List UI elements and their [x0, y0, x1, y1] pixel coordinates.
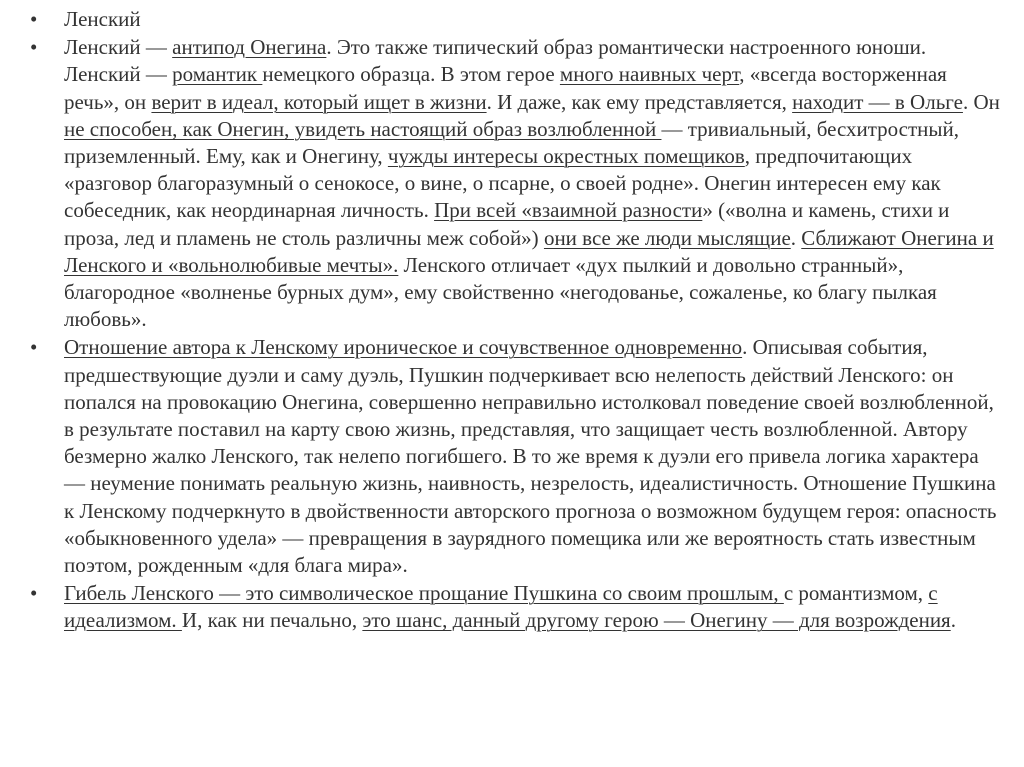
bullet-item — [30, 580, 1004, 634]
bullet-icon: • — [30, 7, 38, 31]
bullet-item — [30, 334, 1004, 579]
underlined-phrase: не способен, как Онегин, увидеть настоящий образ возлюбленной — [64, 116, 662, 141]
text-run: . Это также типический образ романтически настроенного юноши. Ленский — — [64, 35, 927, 87]
text-run: немецкого образца. В этом герое — [262, 62, 560, 87]
underlined-phrase: много наивных черт — [559, 62, 740, 87]
text-run: . — [950, 608, 956, 633]
text-run: И, как ни печально, — [181, 608, 363, 633]
underlined-phrase: Гибель Ленского — это символическое прощание Пушкина со своим прошлым, — [64, 581, 784, 606]
bullet-item — [30, 34, 1004, 333]
bullet-icon: • — [30, 35, 38, 60]
underlined-phrase: Сближают Онегина и Ленского и «вольнолюбивые мечты». — [64, 225, 994, 277]
text-run: . — [790, 225, 802, 250]
underlined-phrase: романтик — [172, 62, 263, 87]
underlined-phrase: верит в идеал, который ищет в жизни — [151, 89, 487, 114]
bullet-text — [64, 334, 1004, 579]
bullet-text — [64, 34, 1004, 333]
text-run: . И даже, как ему представляется, — [486, 89, 793, 114]
text-run: Ленский — [64, 7, 141, 31]
bullet-text — [64, 6, 1004, 33]
underlined-phrase: При всей «взаимной разности — [434, 198, 703, 223]
bullet-list — [30, 6, 1004, 635]
text-run: . Он — [962, 89, 1000, 114]
text-run: с романтизмом, — [783, 581, 929, 606]
text-run: » («волна и камень, стихи и проза, лед и пламень не столь различны меж собой») — [64, 198, 950, 250]
text-run: Ленский — — [64, 35, 173, 60]
underlined-phrase: чужды интересы окрестных помещиков — [387, 144, 745, 169]
bullet-icon: • — [30, 581, 38, 606]
underlined-phrase: Отношение автора к Ленскому ироническое и сочувственное одновременно — [64, 335, 743, 360]
underlined-phrase: они все же люди мыслящие — [543, 225, 791, 250]
slide-heading-item — [30, 6, 1004, 33]
text-run: Ленского отличает «дух пылкий и довольно странный», благородное «волненье бурных дум», ему свойственно «негодованье, сожаленье, ко благу пылкая любовь». — [64, 252, 937, 332]
text-run: . Описывая события, предшествующие дуэли и саму дуэль, Пушкин подчеркивает всю нелепость действий Ленского: он попался на провокацию Онегина, совершенно неправильно истолковал поведение своей возлюбленной, в результате поставил на карту свою жизнь, представляя, что защищает честь возлюбленной. Автору безмерно жалко Ленского, так нелепо погибшего. В то же время к дуэли его привела логика характера — неумение понимать реальную жизнь, наивность, незрелость, идеалистичность. Отношение Пушкина к Ленскому подчеркнуто в двойственности авторского прогноза о возможном будущем героя: опасность «обыкновенного удела» — превращения в заурядного помещика или же вероятность стать известным поэтом, рожденным «для блага мира». — [64, 335, 997, 578]
underlined-phrase: с идеализмом. — [64, 581, 938, 633]
text-run: , предпочитающих «разговор благоразумный о сенокосе, о вине, о псарне, о своей родне». Онегин интересен ему как собеседник, как неординарная личность. — [64, 144, 941, 223]
underlined-phrase: антипод Онегина — [172, 35, 327, 60]
text-run: , «всегда восторженная речь», он — [64, 62, 947, 114]
text-run: — тривиальный, бесхитростный, приземленный. Ему, как и Онегину, — [64, 116, 960, 169]
bullet-icon: • — [30, 335, 38, 360]
underlined-phrase: это шанс, данный другому герою — Онегину — для возрождения — [362, 608, 951, 633]
bullet-text — [64, 580, 1004, 634]
underlined-phrase: находит — в Ольге — [792, 89, 963, 114]
